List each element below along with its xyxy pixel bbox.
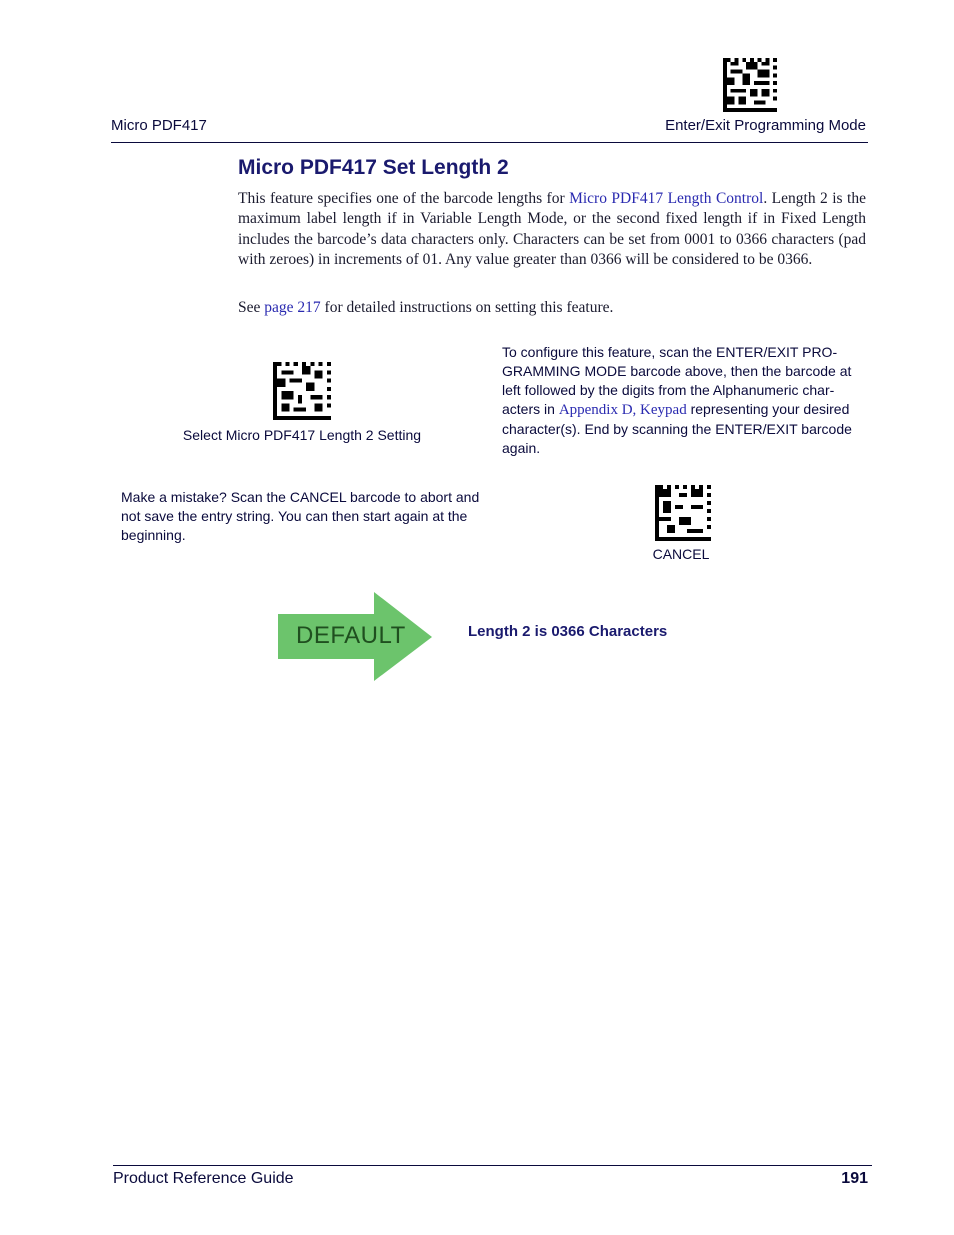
instructions-text-end: representing your desired character(s). End by scanning the ENTER/EXIT barcode again. — [502, 401, 852, 456]
reference-text-end: for detailed instructions on setting this feature. — [320, 299, 614, 316]
page-217-link[interactable]: page 217 — [264, 299, 321, 316]
header-barcode — [723, 58, 777, 112]
cancel-note: Make a mistake? Scan the CANCEL barcode to abort and not save the entry string. You can then start again at the beginning. — [121, 489, 480, 543]
setting-barcode — [273, 362, 331, 420]
configure-instructions — [502, 343, 864, 458]
page-number: 191 — [841, 1170, 868, 1187]
appendix-d-link[interactable]: Appendix D, Keypad — [558, 402, 687, 418]
description-paragraph — [238, 189, 866, 271]
reference-paragraph — [238, 298, 866, 318]
header-rule — [111, 142, 868, 143]
description-text-end: . Length 2 is the maximum label length if in Variable Length Mode, or the second fixed length if in Fixed Length includes the barcode’s data characters only. Characters can be set from 0001 to 0366 characters (pad with zeroes) in increments of 01. Any value greater than 0366 will be considered to be 0366. — [238, 190, 866, 269]
footer-rule — [113, 1165, 872, 1166]
description-text-start: This feature specifies one of the barcode lengths for — [238, 190, 570, 207]
default-value: Length 2 is 0366 Characters — [468, 623, 668, 640]
cancel-barcode-caption: CANCEL — [652, 546, 710, 562]
default-label: DEFAULT — [296, 622, 406, 649]
footer-guide-title: Product Reference Guide — [113, 1170, 294, 1187]
header-section-name: Micro PDF417 — [111, 117, 207, 134]
page-title: Micro PDF417 Set Length 2 — [238, 156, 509, 179]
reference-text-start: See — [238, 299, 265, 316]
setting-barcode-caption: Select Micro PDF417 Length 2 Setting — [182, 427, 422, 443]
header-chapter-name: Enter/Exit Programming Mode — [665, 117, 866, 134]
length-control-link[interactable]: Micro PDF417 Length Control — [569, 190, 764, 207]
cancel-barcode — [655, 485, 711, 541]
instructions-text-start: To configure this feature, scan the ENTER/EXIT PRO-GRAMMING MODE barcode above, then the barcode at left followed by the digits from the Alphanumeric char-acters in — [502, 344, 852, 417]
